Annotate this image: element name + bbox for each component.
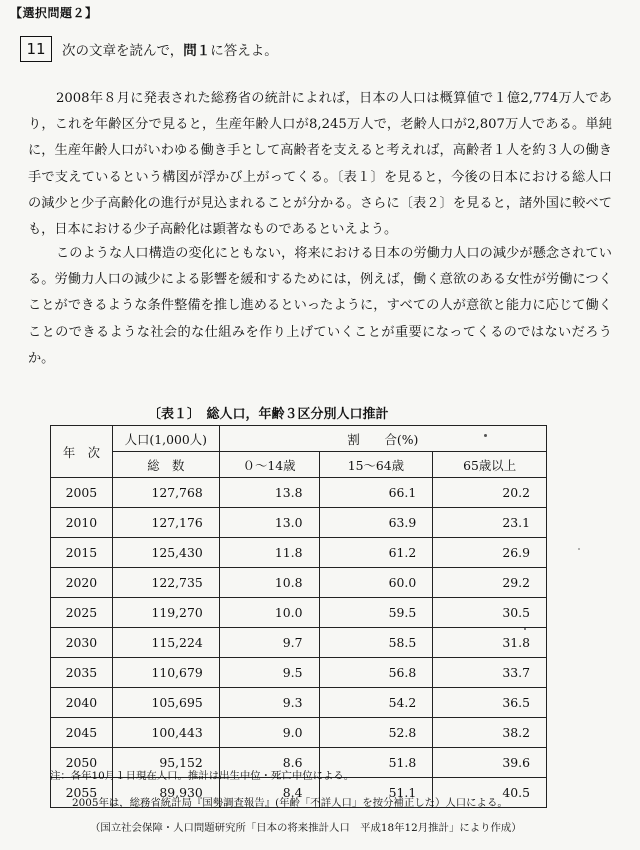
cell-total: 127,176	[112, 508, 219, 538]
header-population: 人口(1,000人)	[112, 426, 219, 452]
cell-age-15-64: 59.5	[319, 598, 433, 628]
cell-total: 110,679	[112, 658, 219, 688]
table-source-note: （国立社会保障・人口問題研究所「日本の将来推計人口 平成18年12月推計」により作成）	[90, 822, 522, 834]
table-row	[51, 718, 547, 748]
cell-age-65-plus: 26.9	[433, 538, 547, 568]
cell-age-15-64: 63.9	[319, 508, 433, 538]
table-row	[51, 568, 547, 598]
population-table	[50, 425, 547, 808]
cell-year: 2050	[51, 748, 113, 778]
cell-total: 105,695	[112, 688, 219, 718]
scan-speck	[578, 548, 580, 550]
instruction-tail: に答えよ。	[210, 43, 278, 59]
cell-year: 2025	[51, 598, 113, 628]
cell-age-65-plus: 30.5	[433, 598, 547, 628]
table-row	[51, 598, 547, 628]
header-age-15-64: 15～64歳	[319, 452, 433, 478]
table-row	[51, 688, 547, 718]
cell-age-0-14: 9.7	[219, 628, 319, 658]
section-header: 【選択問題２】	[10, 6, 98, 20]
cell-age-0-14: 10.8	[219, 568, 319, 598]
cell-age-0-14: 13.8	[219, 478, 319, 508]
cell-total: 100,443	[112, 718, 219, 748]
cell-age-15-64: 61.2	[319, 538, 433, 568]
cell-age-0-14: 8.6	[219, 748, 319, 778]
cell-age-65-plus: 38.2	[433, 718, 547, 748]
cell-age-15-64: 60.0	[319, 568, 433, 598]
cell-total: 119,270	[112, 598, 219, 628]
table-row	[51, 508, 547, 538]
cell-age-65-plus: 20.2	[433, 478, 547, 508]
cell-age-65-plus: 29.2	[433, 568, 547, 598]
header-total: 総 数	[112, 452, 219, 478]
cell-age-15-64: 56.8	[319, 658, 433, 688]
question-instruction	[62, 39, 278, 59]
cell-total: 89,930	[112, 778, 219, 808]
cell-age-0-14: 9.0	[219, 718, 319, 748]
cell-age-65-plus: 33.7	[433, 658, 547, 688]
cell-year: 2010	[51, 508, 113, 538]
instruction-question-ref: 問１	[183, 43, 211, 59]
table-row	[51, 658, 547, 688]
table-row	[51, 628, 547, 658]
cell-year: 2040	[51, 688, 113, 718]
cell-age-15-64: 54.2	[319, 688, 433, 718]
cell-age-0-14: 9.3	[219, 688, 319, 718]
cell-age-0-14: 13.0	[219, 508, 319, 538]
cell-age-65-plus: 23.1	[433, 508, 547, 538]
cell-age-15-64: 51.8	[319, 748, 433, 778]
table-row	[51, 478, 547, 508]
cell-age-0-14: 11.8	[219, 538, 319, 568]
cell-age-0-14: 8.4	[219, 778, 319, 808]
cell-year: 2015	[51, 538, 113, 568]
cell-age-65-plus: 40.5	[433, 778, 547, 808]
cell-total: 95,152	[112, 748, 219, 778]
table-row	[51, 538, 547, 568]
cell-age-65-plus: 31.8	[433, 628, 547, 658]
table-note-1: 注：各年10月１日現在人口。推計は出生中位・死亡中位による。	[50, 770, 355, 782]
question-number-box: 11	[20, 36, 52, 62]
cell-year: 2045	[51, 718, 113, 748]
cell-year: 2005	[51, 478, 113, 508]
cell-year: 2035	[51, 658, 113, 688]
cell-year: 2020	[51, 568, 113, 598]
scan-speck	[524, 628, 526, 630]
cell-year: 2055	[51, 778, 113, 808]
cell-age-0-14: 9.5	[219, 658, 319, 688]
table-note-2: 2005年は，総務省統計局『国勢調査報告』(年齢「不詳人口」を按分補正した）人口による。	[72, 797, 508, 809]
cell-total: 122,735	[112, 568, 219, 598]
header-age-0-14: ０～14歳	[219, 452, 319, 478]
instruction-lead: 次の文章を読んで，	[62, 43, 184, 59]
cell-age-65-plus: 36.5	[433, 688, 547, 718]
cell-age-0-14: 10.0	[219, 598, 319, 628]
header-ratio: 割 合(%)	[219, 426, 546, 452]
scan-speck	[484, 434, 487, 437]
cell-total: 115,224	[112, 628, 219, 658]
cell-age-65-plus: 39.6	[433, 748, 547, 778]
cell-total: 125,430	[112, 538, 219, 568]
cell-age-15-64: 58.5	[319, 628, 433, 658]
cell-total: 127,768	[112, 478, 219, 508]
header-age-65-plus: 65歳以上	[433, 452, 547, 478]
cell-age-15-64: 51.1	[319, 778, 433, 808]
cell-age-15-64: 52.8	[319, 718, 433, 748]
passage-paragraph-1: 2008年８月に発表された総務省の統計によれば，日本の人口は概算値で１億2,774万人であり，これを年齢区分で見ると，生産年齢人口が8,245万人で，老齢人口が2,807万人である。単純に，生産年齢人口がいわゆる働き手として高齢者を支えると考えれば，高齢者１人を約３人の働き手で支えているという構図が浮かび上がってくる。〔表１〕を見ると，今後の日本における総人口の減少と少子高齢化の進行が見込まれることが分かる。さらに〔表２〕を見ると，諸外国に較べても，日本における少子高齢化は顕著なものであるといえよう。	[28, 91, 612, 238]
cell-year: 2030	[51, 628, 113, 658]
cell-age-15-64: 66.1	[319, 478, 433, 508]
table-title: 〔表１〕 総人口，年齢３区分別人口推計	[148, 407, 389, 422]
header-year: 年 次	[51, 426, 113, 478]
passage-paragraph-2: このような人口構造の変化にともない，将来における日本の労働力人口の減少が懸念されている。労働力人口の減少による影響を緩和するためには，例えば，働く意欲のある女性が労働につくことができるような条件整備を推し進めるといったように，すべての人が意欲と能力に応じて働くことのできるような社会的な仕組みを作り上げていくことが重要になってくるのではないだろうか。	[28, 246, 612, 366]
